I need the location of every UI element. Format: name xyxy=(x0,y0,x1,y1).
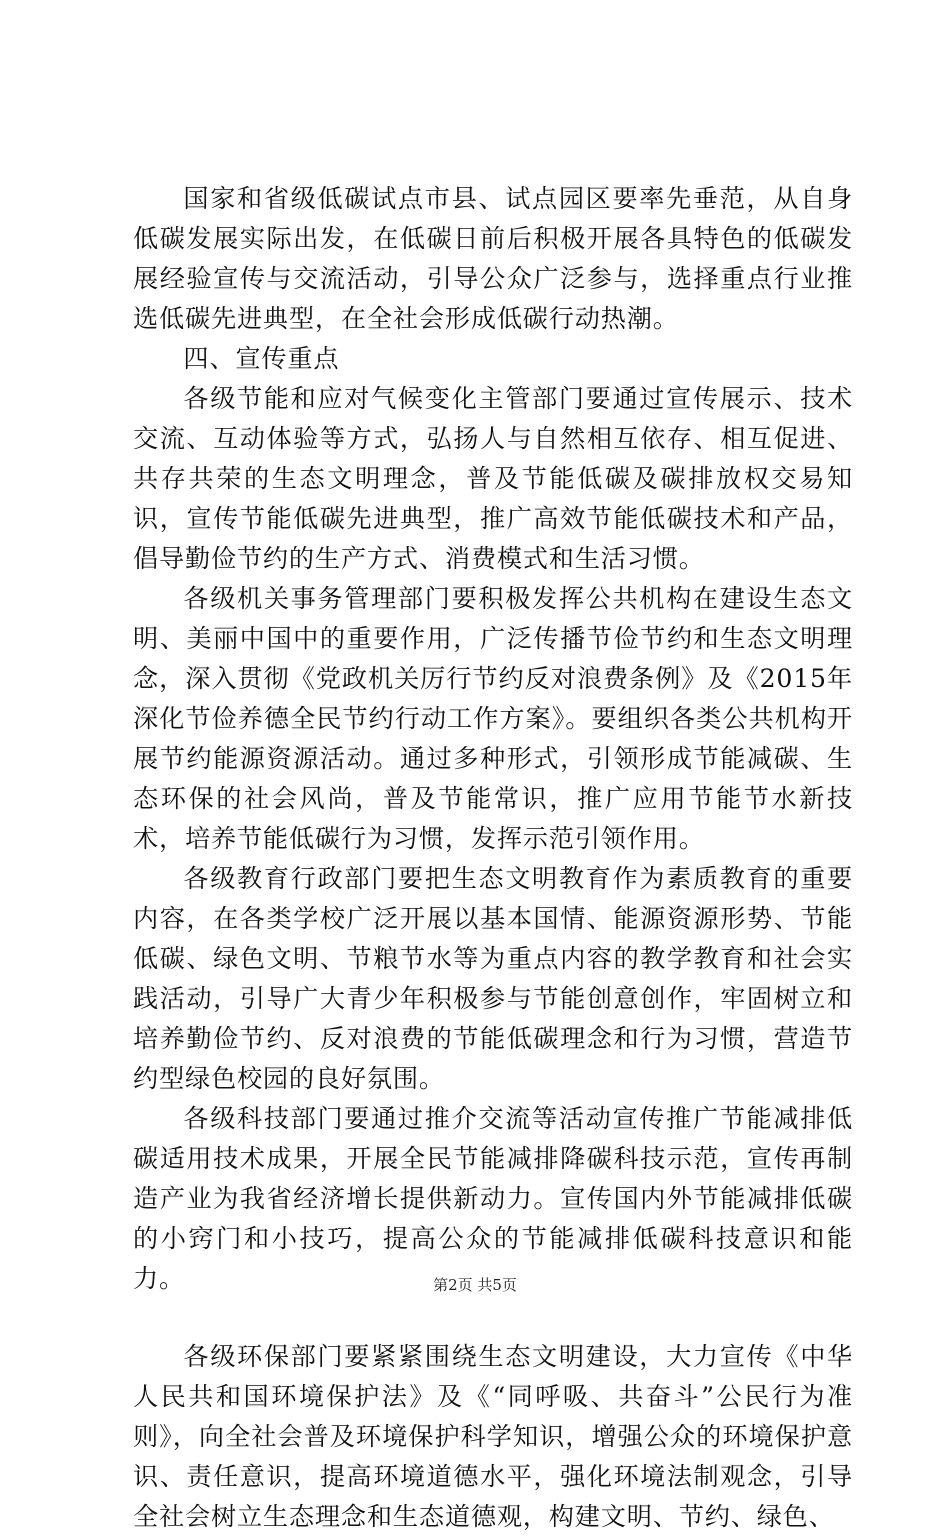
page-footer xyxy=(0,1274,950,1295)
paragraph-education-departments: 各级教育行政部门要把生态文明教育作为素质教育的重要内容，在各类学校广泛开展以基本国情、能源资源形势、节能低碳、绿色文明、节粮节水等为重点内容的教学教育和社会实践活动，引导广大青少年积极参与节能创意创作，牢固树立和培养勤俭节约、反对浪费的节能低碳理念和行为习惯，营造节约型绿色校园的良好氛围。 xyxy=(133,864,853,1093)
paragraph-gap xyxy=(133,1299,853,1337)
paragraph-affairs-management: 各级机关事务管理部门要积极发挥公共机构在建设生态文明、美丽中国中的重要作用，广泛传播节俭节约和生态文明理念，深入贯彻《党政机关厉行节约反对浪费条例》及《2015年深化节俭养德全民节约行动工作方案》。要组织各类公共机构开展节约能源资源活动。通过多种形式，引领形成节能减碳、生态环保的社会风尚，普及节能常识，推广应用节能节水新技术，培养节能低碳行为习惯，发挥示范引领作用。 xyxy=(133,584,853,853)
paragraph-energy-departments: 各级节能和应对气候变化主管部门要通过宣传展示、技术交流、互动体验等方式，弘扬人与自然相互依存、相互促进、共存共荣的生态文明理念，普及节能低碳及碳排放权交易知识，宣传节能低碳先进典型，推广高效节能低碳技术和产品，倡导勤俭节约的生产方式、消费模式和生活习惯。 xyxy=(133,384,853,573)
paragraph-environment-departments: 各级环保部门要紧紧围绕生态文明建设，大力宣传《中华人民共和国环境保护法》及《“同呼吸、共奋斗”公民行为准则》，向全社会普及环境保护科学知识，增强公众的环境保护意识、责任意识，提高环境道德水平，强化环境法制观念，引导全社会树立生态理念和生态道德观，构建文明、节约、绿色、 xyxy=(133,1342,853,1531)
document-body xyxy=(133,179,853,1537)
page-number-label: 第2页 共5页 xyxy=(433,1276,517,1294)
paragraph-pilot-cities: 国家和省级低碳试点市县、试点园区要率先垂范，从自身低碳发展实际出发，在低碳日前后积极开展各具特色的低碳发展经验宣传与交流活动，引导公众广泛参与，选择重点行业推选低碳先进典型，在全社会形成低碳行动热潮。 xyxy=(133,184,853,333)
section-heading-publicity-focus: 四、宣传重点 xyxy=(183,344,340,373)
paragraph-science-departments: 各级科技部门要通过推介交流等活动宣传推广节能减排低碳适用技术成果，开展全民节能减排降碳科技示范，宣传再制造产业为我省经济增长提供新动力。宣传国内外节能减排低碳的小窍门和小技巧，提高公众的节能减排低碳科技意识和能力。 xyxy=(133,1104,853,1293)
